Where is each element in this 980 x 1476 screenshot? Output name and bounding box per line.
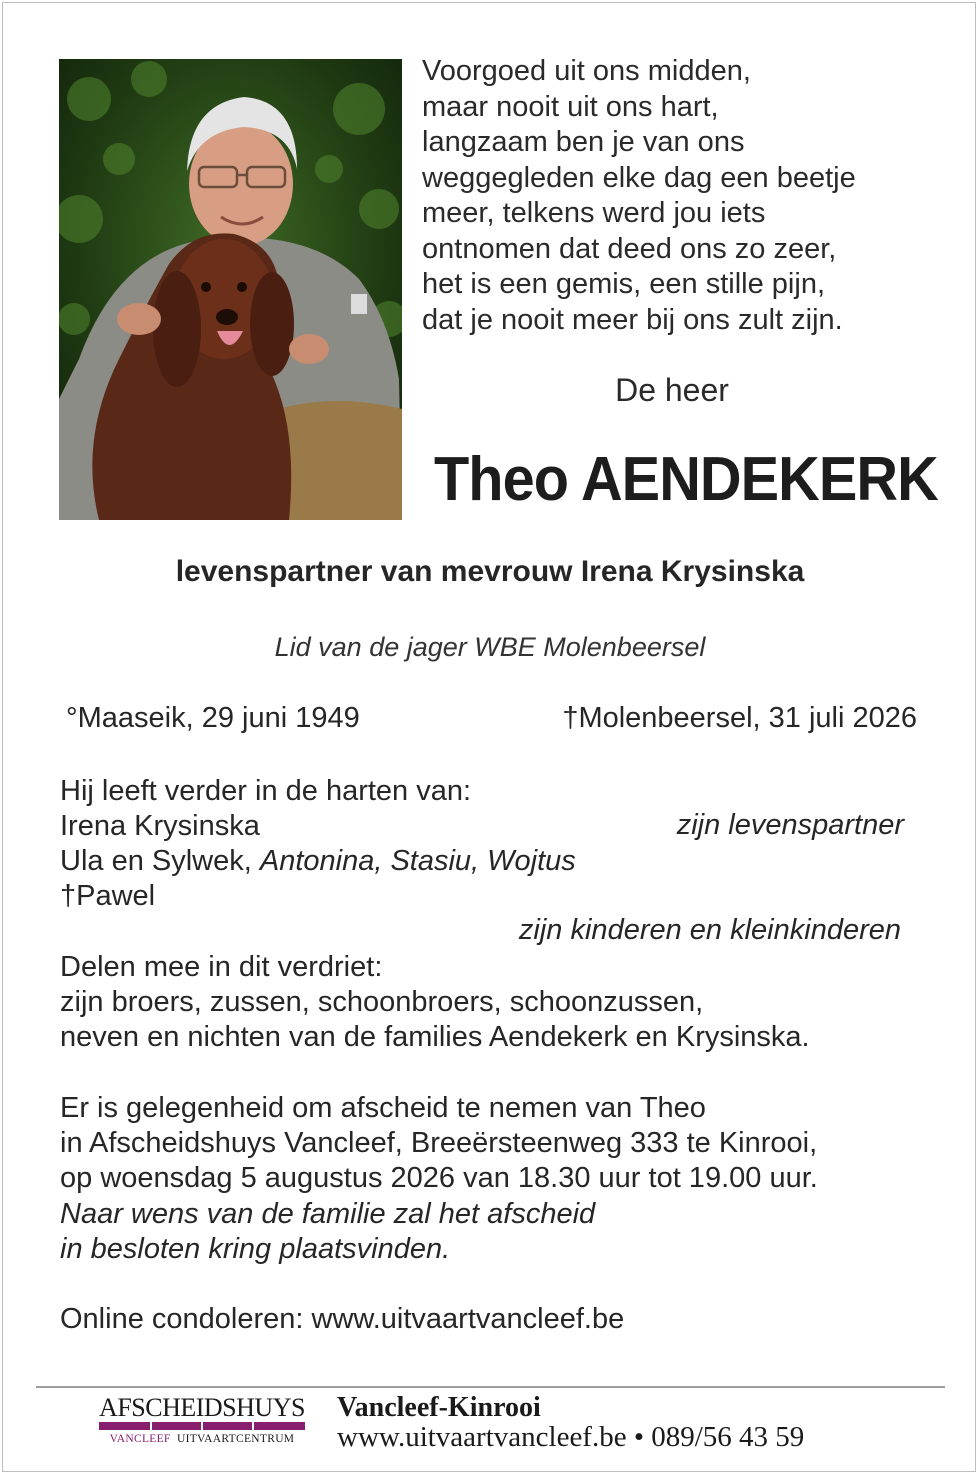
share-line: neven en nichten van de families Aendekerk en Krysinska. [60, 1021, 810, 1053]
farewell-line: op woensdag 5 augustus 2026 van 18.30 uur tot 19.00 uur. [60, 1162, 818, 1194]
memorial-poem [422, 54, 962, 338]
family-intro: Hij leeft verder in de harten van: [60, 775, 472, 807]
birth-info: °Maaseik, 29 juni 1949 [66, 702, 360, 734]
footer-divider [36, 1386, 945, 1388]
children-role: zijn kinderen en kleinkinderen [518, 914, 901, 946]
children-line [60, 844, 576, 879]
grandchildren-names: Antonina, Stasiu, Wojtus [259, 845, 576, 877]
logo-bar [99, 1422, 305, 1430]
company-name: Vancleef-Kinrooi [337, 1392, 541, 1423]
deceased-child: †Pawel [60, 880, 156, 912]
poem-line: het is een gemis, een stille pijn, [422, 268, 825, 300]
farewell-line: Er is gelegenheid om afscheid te nemen van Theo [60, 1092, 706, 1124]
partner-name: Irena Krysinska [60, 810, 260, 842]
portrait-photo [59, 59, 402, 520]
logo-title: AFSCHEIDSHUYS [99, 1393, 305, 1422]
farewell-note: in besloten kring plaatsvinden. [60, 1233, 451, 1265]
poem-line: langzaam ben je van ons [422, 126, 745, 158]
online-condolences: Online condoleren: www.uitvaartvancleef.be [60, 1303, 625, 1335]
logo-sub-vancleef: VANCLEEF [109, 1433, 171, 1445]
death-info: †Molenbeersel, 31 juli 2026 [562, 702, 917, 734]
share-line: zijn broers, zussen, schoonbroers, schoonzussen, [60, 986, 704, 1018]
poem-line: maar nooit uit ons hart, [422, 90, 719, 123]
poem-line: Voorgoed uit ons midden, [422, 55, 751, 87]
poem-line: weggegleden elke dag een beetje [422, 161, 856, 194]
poem-line: ontnomen dat deed ons zo zeer, [422, 232, 837, 265]
poem-line: meer, telkens werd jou iets [422, 197, 766, 229]
logo-sub-centrum: UITVAARTCENTRUM [177, 1433, 295, 1445]
poem-line: dat je nooit meer bij ons zult zijn. [422, 303, 843, 336]
farewell-line: in Afscheidshuys Vancleef, Breeërsteenweg 333 te Kinrooi, [60, 1127, 818, 1159]
share-intro: Delen mee in dit verdriet: [60, 951, 383, 983]
children-names: Ula en Sylwek, [60, 845, 260, 877]
company-contact: www.uitvaartvancleef.be • 089/56 43 59 [337, 1421, 805, 1453]
funeral-home-logo [97, 1393, 307, 1455]
salutation: De heer [615, 372, 729, 408]
partner-line: levenspartner van mevrouw Irena Krysinska [175, 555, 805, 588]
partner-role: zijn levenspartner [676, 809, 904, 841]
deceased-name: Theo AENDEKERK [434, 445, 938, 514]
logo-subtitle [97, 1433, 307, 1445]
membership-line: Lid van de jager WBE Molenbeersel [274, 632, 706, 662]
farewell-note: Naar wens van de familie zal het afscheid [60, 1198, 596, 1230]
